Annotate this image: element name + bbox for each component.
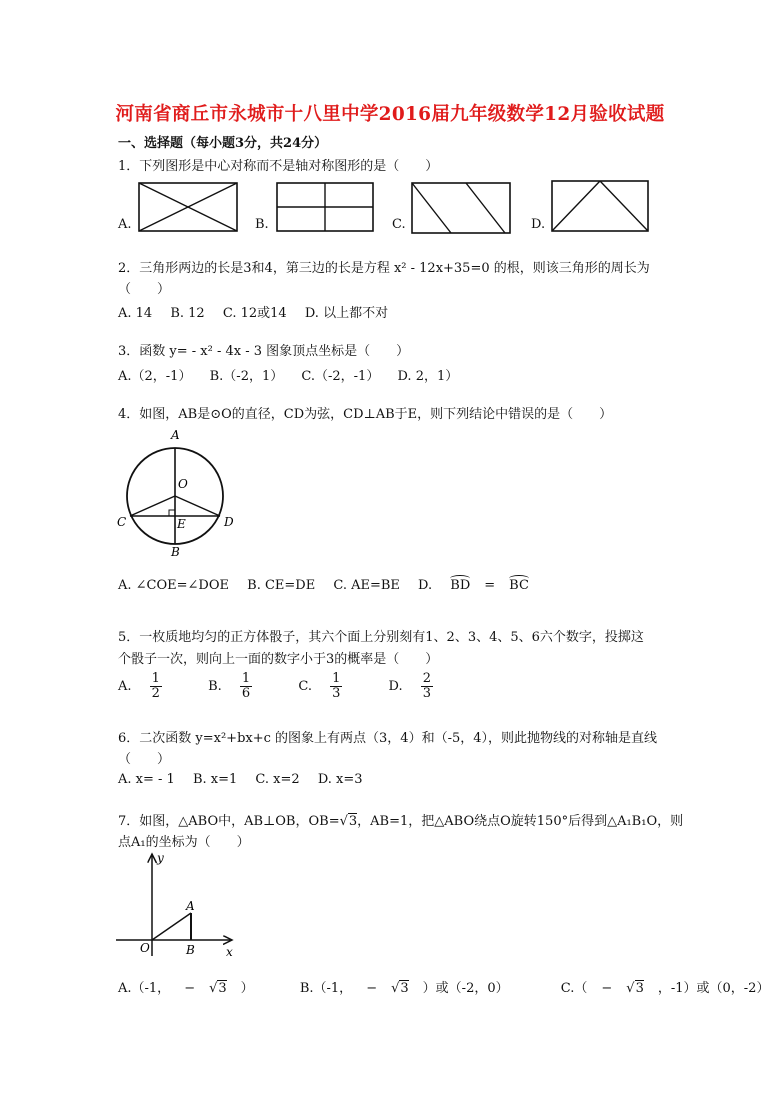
question-6-options xyxy=(118,772,377,787)
q4-label-c: C xyxy=(117,515,127,529)
q4-option-b: B. CE=DE xyxy=(247,578,316,593)
q4-radius-oc xyxy=(130,496,175,516)
q4-option-d xyxy=(418,578,543,593)
q7-option-b: B.（-1， − √3 ）或（-2，0） xyxy=(299,981,509,996)
question-1-stem: 1．下列图形是中心对称而不是轴对称图形的是（ ） xyxy=(118,159,439,174)
q7-option-c-sqrt: 3 xyxy=(635,981,644,996)
q7-label-b: B xyxy=(186,943,195,957)
q7-label-y: y xyxy=(157,851,164,865)
q7-option-a-sqrt: 3 xyxy=(218,981,227,996)
q4-option-d-label: D. xyxy=(418,578,433,593)
q5-option-a xyxy=(118,671,190,701)
q7-option-c-suffix: ，-1）或（0，-2） xyxy=(657,981,770,996)
q1-option-b-label: B. xyxy=(255,217,269,232)
q5-num-d: 2 xyxy=(422,671,432,686)
q1-figure-d xyxy=(551,180,649,232)
q2-option-c: C. 12或14 xyxy=(222,306,287,321)
q7-option-b-neg: − xyxy=(366,981,378,996)
q1-option-a-label: A. xyxy=(118,217,132,232)
q7-option-b-suffix: ）或（-2，0） xyxy=(422,981,509,996)
q4-option-d-eq: = xyxy=(484,578,496,593)
q3-option-b: B.（-2，1） xyxy=(209,369,284,384)
q6-option-c: C. x=2 xyxy=(255,772,300,787)
q2-option-d: D. 以上都不对 xyxy=(304,306,389,321)
q4-arc-bd: BD xyxy=(450,578,471,593)
q5-option-c-label: C. xyxy=(298,679,312,694)
q5-option-b xyxy=(208,671,280,701)
q7-option-b-prefix: B.（-1， xyxy=(299,981,353,996)
q7-option-c-neg: − xyxy=(601,981,613,996)
q4-right-angle xyxy=(169,510,175,516)
q5-den-b: 6 xyxy=(241,686,251,701)
q3-option-d: D. 2，1） xyxy=(397,369,459,384)
q4-arc-bc: BC xyxy=(509,578,529,593)
question-5-stem: 5．一枚质地均匀的正方体骰子，其六个面上分别刻有1、2、3、4、5、6六个数字，投掷这 xyxy=(118,630,644,645)
q6-option-d: D. x=3 xyxy=(317,772,363,787)
page-title: 河南省商丘市永城市十八里中学2016届九年级数学12月验收试题 xyxy=(115,104,665,125)
question-7-options xyxy=(118,977,780,996)
question-6-stem-cont: （ ） xyxy=(118,752,171,767)
q7-option-c-prefix: C.（ xyxy=(560,981,588,996)
q5-option-c xyxy=(298,671,370,701)
question-3-stem: 3．函数 y= - x² - 4x - 3 图象顶点坐标是（ ） xyxy=(118,344,410,359)
q5-num-a: 1 xyxy=(151,671,160,686)
q4-radius-od xyxy=(175,496,220,516)
question-7-stem: 7．如图，△ABO中，AB⊥OB，OB=√3，AB=1，把△ABO绕点O旋转150°后得到△A₁B₁O，则 xyxy=(118,814,684,829)
q5-fraction-a xyxy=(150,672,176,701)
q4-label-o: O xyxy=(178,477,188,491)
q7-option-c: C.（ − √3 ，-1）或（0，-2） xyxy=(560,981,770,996)
q1-option-c-label: C. xyxy=(392,217,406,232)
q7-option-a-neg: − xyxy=(184,981,196,996)
question-2-stem: 2．三角形两边的长是3和4，第三边的长是方程 x² - 12x+35=0 的根，则该三角形的周长为 xyxy=(118,261,650,276)
q7-label-x: x xyxy=(226,945,233,959)
question-6-stem: 6．二次函数 y=x²+bx+c 的图象上有两点（3，4）和（-5，4），则此抛物线的对称轴是直线 xyxy=(118,731,658,746)
question-5-options xyxy=(118,672,475,701)
q1-figure-a xyxy=(138,182,238,232)
q5-den-a: 2 xyxy=(151,686,160,701)
q7-coordinate-figure xyxy=(114,848,244,960)
q5-num-b: 1 xyxy=(241,671,251,686)
q5-option-a-label: A. xyxy=(118,679,132,694)
q4-circle-figure xyxy=(114,426,244,558)
q5-fraction-d xyxy=(421,672,447,701)
q7-label-a: A xyxy=(186,899,195,913)
q2-option-a: A. 14 xyxy=(118,306,153,321)
q5-den-d: 3 xyxy=(422,686,432,701)
q3-option-a: A.（2，-1） xyxy=(118,369,192,384)
q7-option-a-prefix: A.（-1， xyxy=(118,981,171,996)
question-5-stem-cont: 个骰子一次，则向上一面的数字小于3的概率是（ ） xyxy=(118,652,439,667)
q7-option-a-suffix: ） xyxy=(240,981,254,996)
q5-fraction-c xyxy=(330,672,356,701)
q4-label-e: E xyxy=(177,517,186,531)
q5-fraction-b xyxy=(240,672,266,701)
q6-option-b: B. x=1 xyxy=(192,772,238,787)
q7-stem-sqrt: 3 xyxy=(348,814,358,829)
section-heading: 一、选择题（每小题3分，共24分） xyxy=(118,136,328,151)
q1-figure-c xyxy=(411,182,511,234)
q7-option-a: A.（-1， − √3 ） xyxy=(118,981,254,996)
q1-option-d-label: D. xyxy=(531,217,546,232)
q4-label-d: D xyxy=(224,515,234,529)
q5-option-d-label: D. xyxy=(388,679,403,694)
q7-option-b-sqrt: 3 xyxy=(400,981,409,996)
q4-option-a: A. ∠COE=∠DOE xyxy=(118,578,229,593)
q4-option-c: C. AE=BE xyxy=(333,578,400,593)
q7-label-o: O xyxy=(140,941,150,955)
q6-option-a: A. x= - 1 xyxy=(118,772,175,787)
question-3-options xyxy=(118,365,472,384)
q5-den-c: 3 xyxy=(332,686,341,701)
q7-stem-part2: ，AB=1，把△ABO绕点O旋转150°后得到△A₁B₁O，则 xyxy=(357,814,684,829)
q4-label-a: A xyxy=(171,428,180,442)
question-2-stem-cont: （ ） xyxy=(118,282,171,297)
question-4-stem: 4．如图，AB是⊙O的直径，CD为弦，CD⊥AB于E，则下列结论中错误的是（ ） xyxy=(118,407,613,422)
q7-segment-oa xyxy=(152,913,191,940)
q5-num-c: 1 xyxy=(332,671,341,686)
question-4-options xyxy=(118,578,557,593)
q5-option-d xyxy=(388,671,462,701)
q2-option-b: B. 12 xyxy=(170,306,205,321)
question-2-options xyxy=(118,302,402,321)
q1-figure-b xyxy=(276,182,374,232)
q7-stem-part1: 7．如图，△ABO中，AB⊥OB，OB= xyxy=(118,814,340,829)
q4-label-b: B xyxy=(171,545,180,558)
q5-option-b-label: B. xyxy=(208,679,222,694)
question-7-stem-cont: 点A₁的坐标为（ ） xyxy=(118,835,250,850)
q3-option-c: C.（-2，-1） xyxy=(301,369,380,384)
